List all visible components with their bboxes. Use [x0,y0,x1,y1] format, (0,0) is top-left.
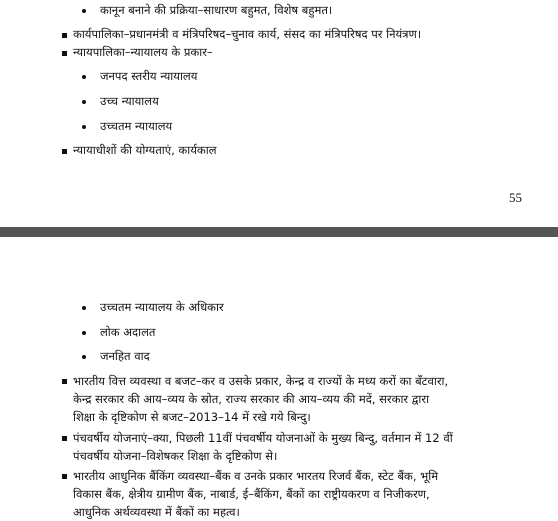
paragraph-line: पंचवर्षीय योजना–विशेषकर शिक्षा के दृष्टिकोण से। [73,449,278,463]
paragraph [73,429,453,465]
list-item: उच्चतम न्यायालय के अधिकार [100,300,224,314]
list-item: जनपद स्तरीय न्यायालय [100,69,198,83]
page-number: 55 [509,190,522,205]
bullet-dot [82,100,86,104]
paragraph-line: शिक्षा के दृष्टिकोण से बजट–2013–14 में रखे गये बिन्दु। [73,410,311,424]
list-item: कार्यपालिका–प्रधानमंत्री व मंत्रिपरिषद–चुनाव कार्य, संसद का मंत्रिपरिषद पर नियंत्रण। [73,27,422,41]
paragraph-line: आधुनिक अर्थव्यवस्था में बैंकों का महत्व। [73,505,240,519]
bullet-dot [82,125,86,129]
list-item: उच्च न्यायालय [100,94,159,108]
paragraph-line: केन्द्र सरकार की आय–व्यय के स्रोत, राज्य सरकार की आय–व्यय की मदें, सरकार द्वारा [73,392,430,406]
list-item: जनहित वाद [100,349,150,363]
list-item: कानून बनाने की प्रक्रिया–साधारण बहुमत, विशेष बहुमत। [100,3,333,17]
bullet-square [62,379,67,384]
paragraph-line: विकास बैंक, क्षेत्रीय ग्रामीण बैंक, नाबार्ड, ई–बैंकिंग, बैंकों का राष्ट्रीयकरण व निजीकरण, [73,487,430,501]
bullet-dot [82,331,86,335]
bullet-dot [82,355,86,359]
bullet-square [62,474,67,479]
list-item: न्यायाधीशों की योग्यताएं, कार्यकाल [73,143,217,157]
paragraph [73,467,438,521]
paragraph-line: पंचवर्षीय योजनाएं–क्या, पिछली 11वीं पंचवर्षीय योजनाओं के मुख्य बिन्दु, वर्तमान में 12 वीं [73,431,453,445]
document-page-top [0,0,558,227]
list-item: उच्चतम न्यायालय [100,119,173,133]
paragraph-line: भारतीय आधुनिक बैंकिंग व्यवस्था–बैंक व उनके प्रकार भारतय रिजर्व बैंक, स्टेट बैंक, भूमि [73,469,439,483]
paragraph-line: भारतीय वित्त व्यवस्था व बजट–कर व उसके प्रकार, केन्द्र व राज्यों के मध्य करों का बँटवारा, [73,374,449,388]
bullet-square [62,436,67,441]
bullet-square [62,149,67,154]
bullet-square [62,51,67,56]
bullet-dot [82,306,86,310]
document-page-bottom [0,237,558,517]
bullet-dot [82,9,86,13]
list-item: न्यायपालिका–न्यायालय के प्रकार– [73,45,213,59]
paragraph [73,372,448,426]
page-divider [0,227,558,237]
list-item: लोक अदालत [100,325,156,339]
bullet-square [62,33,67,38]
bullet-dot [82,75,86,79]
